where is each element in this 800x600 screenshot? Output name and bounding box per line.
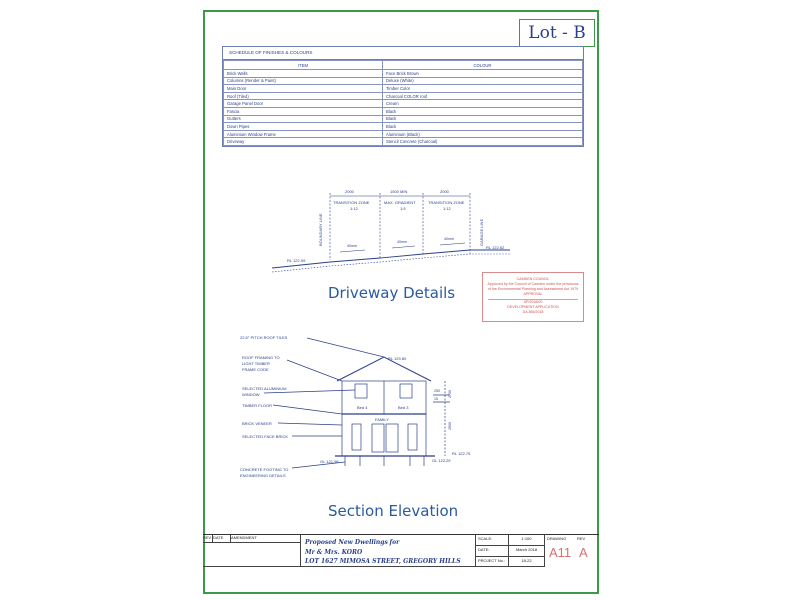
door-panel	[352, 424, 361, 450]
schedule-item: Main Door	[224, 85, 383, 93]
stamp-line-4: APPROVAL	[523, 292, 543, 296]
label-window-2: WINDOW	[242, 392, 260, 397]
revision-letter: A	[579, 545, 588, 560]
stamp-line-3: of the Environmental Planning and Assessment Act 1979	[487, 287, 579, 291]
scale-label: SCALE:	[476, 535, 509, 546]
lot-label: Lot - B	[519, 19, 595, 47]
stamp-line-5: SP/2018/00	[523, 300, 543, 304]
rev-label: REV	[577, 536, 586, 541]
label-window-1: SELECTED ALUMINIUM	[242, 386, 287, 391]
zone2-name: MAX. GRADIENT	[384, 200, 416, 205]
room-bed3: Bed 3	[398, 405, 409, 410]
rl-ground: RL 122.75	[452, 451, 471, 456]
schedule-colour: Deluxe (White)	[383, 77, 583, 85]
dim-a: 2500	[448, 422, 452, 430]
label-roof-framing-2: LIGHT TIMBER	[242, 361, 270, 366]
project-label: Proposed New Dwellings	[305, 539, 388, 546]
label-roof-framing-3: FRAME CODE	[242, 367, 269, 372]
roof-outline	[337, 357, 431, 381]
date-col-header: DATE	[213, 535, 231, 543]
stamp-line-2: Approved by the Council of Camden under the provisions	[487, 282, 579, 286]
dim-b: 2700	[448, 390, 452, 398]
rl-left: RL 122.59	[287, 258, 306, 263]
garage-line-label: GARAGE LINE	[479, 218, 484, 246]
zone1-gradient: 1:12	[350, 206, 358, 211]
schedule-item: Gutters	[224, 115, 383, 123]
project-info	[301, 535, 476, 567]
section-elevation-diagram	[264, 338, 450, 468]
amendment-col-header: AMENDMENT	[231, 535, 301, 543]
room-family: FAMILY	[375, 417, 389, 422]
fall-arrow	[392, 246, 415, 248]
boundary-line-label: BOUNDARY LINE	[318, 213, 323, 246]
zone1-name: TRANSITION ZONE	[333, 200, 370, 205]
dim-c: 250	[434, 389, 440, 393]
leader-brick-veneer	[278, 423, 342, 425]
zone3-dim: 2000	[440, 189, 449, 194]
amendment-area	[203, 543, 301, 567]
rl-top: RL 129.80	[388, 356, 407, 361]
window-upper-left	[355, 384, 367, 398]
schedule-colour: Black	[383, 107, 583, 115]
stamp-line-6: DEVELOPMENT APPLICATION	[507, 305, 559, 309]
date-label: DATE:	[476, 546, 509, 557]
rl-right: RL 122.62	[486, 245, 505, 250]
room-bed4: Bed 4	[357, 405, 368, 410]
schedule-item: Brick Walls	[224, 70, 383, 78]
zone2-gradient: 1:5	[400, 206, 406, 211]
door-panel	[372, 424, 384, 452]
schedule-item: Roof (Tiled)	[224, 92, 383, 100]
driveway-heading: Driveway Details	[328, 284, 456, 302]
label-roof-tiles: 22.5° PITCH ROOF TILES	[240, 335, 288, 340]
drawing-number: A11	[549, 545, 572, 560]
schedule-colour: Black	[383, 123, 583, 131]
schedule-colour: Aluminium (Black)	[383, 130, 583, 138]
zone1-dim: 2000	[345, 189, 354, 194]
dim-d: 15	[434, 397, 438, 401]
label-roof-framing-1: ROOF FRAMING TO	[242, 355, 280, 360]
window-upper-right	[400, 384, 412, 398]
fall-label-2: 40mm	[397, 240, 407, 244]
label-footing-1: CONCRETE FOOTING TO	[240, 467, 289, 472]
schedule-item: Driveway	[224, 138, 383, 146]
schedule-colour: Charcoal COLOR roof	[383, 92, 583, 100]
schedule-item: Columns (Render & Paint)	[224, 77, 383, 85]
leader-roof-tiles	[307, 338, 384, 357]
door-panel	[408, 424, 417, 450]
fall-label-3: 40mm	[444, 237, 454, 241]
project-no-value: 18-22	[509, 557, 545, 567]
site-address: LOT 1627 MIMOSA STREET, GREGORY HILLS	[305, 558, 461, 565]
schedule-colour: Cream	[383, 100, 583, 108]
scale-value: 1:100	[509, 535, 545, 546]
title-block	[203, 534, 599, 567]
schedule-col-item: ITEM	[224, 61, 383, 70]
schedule-item: Down Pipes	[224, 123, 383, 131]
schedule-colour: Timber Color	[383, 85, 583, 93]
footings	[345, 456, 424, 466]
schedule-title: SCHEDULE OF FINISHES & COLOURS	[223, 47, 583, 60]
schedule-item: Garage Panel Door	[224, 100, 383, 108]
schedule-item: Fascia	[224, 107, 383, 115]
council-approval-stamp	[482, 272, 584, 322]
stamp-line-7: DA 365/2018	[522, 310, 544, 314]
schedule-colour: Face Brick Brown	[383, 70, 583, 78]
schedule-colour: Stencil Concrete (Charcoal)	[383, 138, 583, 146]
schedule-colour: Black	[383, 115, 583, 123]
fall-arrow	[440, 243, 465, 245]
fall-arrow	[340, 250, 365, 252]
zone2-dim: 1500 MIN	[390, 189, 408, 194]
label-footing-2: ENGINEERING DETAILS	[240, 473, 286, 478]
fall-label-1: 40mm	[347, 244, 357, 248]
date-value: March 2018	[509, 546, 545, 557]
stamp-line-1: CAMDEN COUNCIL	[516, 277, 550, 281]
zone3-name: TRANSITION ZONE	[428, 200, 465, 205]
label-face-brick: SELECTED FACE BRICK	[242, 434, 289, 439]
leader-timber-floor	[273, 405, 342, 414]
gl-right: GL 122.29	[432, 458, 451, 463]
project-no-label: PROJECT No.:	[476, 557, 509, 567]
drawing-label: DRAWING	[547, 536, 567, 541]
section-heading: Section Elevation	[328, 502, 459, 520]
driveway-ground-profile	[272, 250, 510, 268]
label-brick-veneer: BRICK VENEER	[242, 421, 272, 426]
label-timber-floor: TIMBER FLOOR	[242, 403, 273, 408]
schedule-item: Aluminium Window Frame	[224, 130, 383, 138]
project-for: for	[389, 539, 400, 546]
client-name: Mr & Mrs. KORO	[305, 549, 363, 556]
rev-col-header: REV	[203, 535, 213, 543]
schedule-col-colour: COLOUR	[383, 61, 583, 70]
gl-left: GL 121.98	[320, 459, 339, 464]
door-panel	[386, 424, 398, 452]
zone3-gradient: 1:12	[443, 206, 451, 211]
leader-roof-framing	[287, 360, 342, 381]
